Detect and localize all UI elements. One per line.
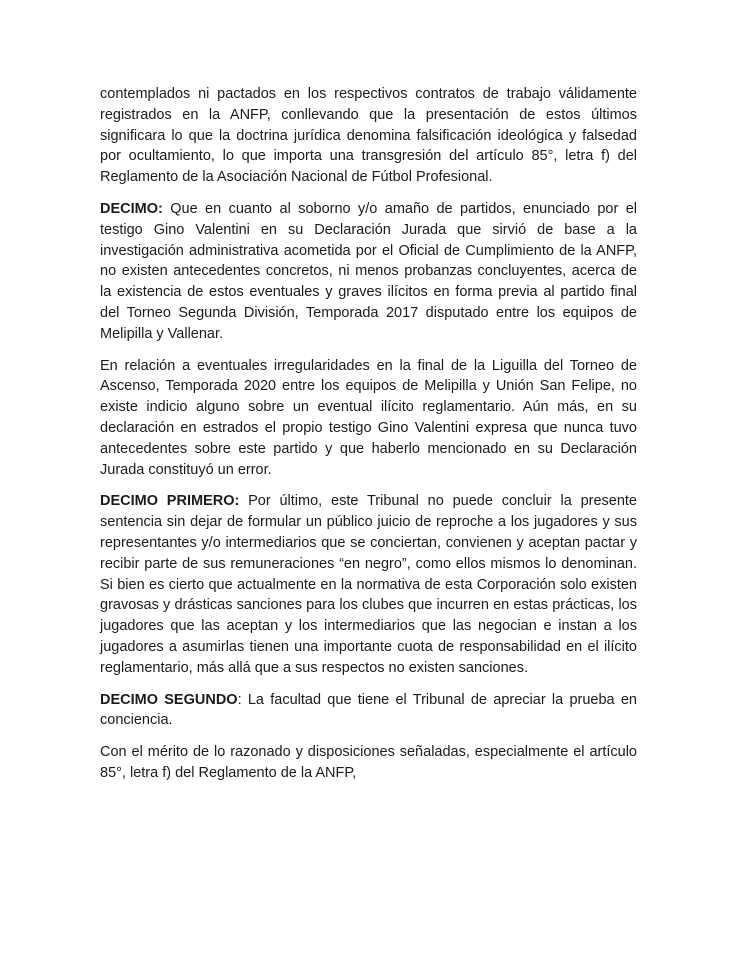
paragraph-closing — [100, 742, 637, 784]
paragraph-text: : La facultad que tiene el Tribunal de apreciar la prueba en conciencia. — [100, 691, 637, 729]
paragraph-text: En relación a eventuales irregularidades en la final de la Liguilla del Torneo de Ascenso, Temporada 2020 entre los equipos de Melipilla y Unión San Felipe, no existe indicio alguno sobre un eventual ilícito reglamentario. Aún más, en su declaración en estrados el propio testigo Gino Valentini expresa que nunca tuvo antecedentes sobre este partido y que haberlo mencionado en su Declaración Jurada constituyó un error. — [100, 357, 637, 478]
paragraph-intro-continuation — [100, 84, 637, 188]
document-body — [100, 84, 637, 784]
paragraph-lead: DECIMO: — [100, 200, 163, 217]
paragraph-lead: DECIMO SEGUNDO — [100, 691, 238, 708]
paragraph-decimo — [100, 199, 637, 345]
paragraph-text: Con el mérito de lo razonado y disposiciones señaladas, especialmente el artículo 85°, letra f) del Reglamento de la ANFP, — [100, 744, 637, 781]
paragraph-lead: DECIMO PRIMERO: — [100, 493, 240, 510]
paragraph-text: Que en cuanto al soborno y/o amaño de partidos, enunciado por el testigo Gino Valentini en su Declaración Jurada que sirvió de base a la investigación administrativa acometida por el Oficial de Cumplimiento de la ANFP, no existen antecedentes concretos, ni menos probanzas concluyentes, acerca de la existencia de estos eventuales y graves ilícitos en forma previa al partido final del Torneo Segunda División, Temporada 2017 disputado entre los equipos de Melipilla y Vallenar. — [100, 200, 637, 342]
paragraph-text: Por último, este Tribunal no puede concluir la presente sentencia sin dejar de formular un público juicio de reproche a los jugadores y sus representantes y/o intermediarios que se conciertan, convienen y aceptan pactar y recibir parte de sus remuneraciones “en negro”, como ellos mismos lo denominan. Si bien es cierto que actualmente en la normativa de esta Corporación solo existen gravosas y drásticas sanciones para los clubes que incurren en estas prácticas, los jugadores que las aceptan y los intermediarios que las negocian e instan a los jugadores a asumirlas tienen una importante cuota de responsabilidad en el ilícito reglamentario, más allá que a sus respectos no existen sanciones. — [100, 493, 637, 676]
paragraph-decimo-segundo — [100, 690, 637, 732]
paragraph-decimo-primero — [100, 491, 637, 678]
paragraph-liguilla — [100, 356, 637, 481]
paragraph-text: contemplados ni pactados en los respectivos contratos de trabajo válidamente registrados en la ANFP, conllevando que la presentación de estos últimos significara lo que la doctrina jurídica denomina falsificación ideológica y falsedad por ocultamiento, lo que importa una transgresión del artículo 85°, letra f) del Reglamento de la Asociación Nacional de Fútbol Profesional. — [100, 86, 637, 186]
